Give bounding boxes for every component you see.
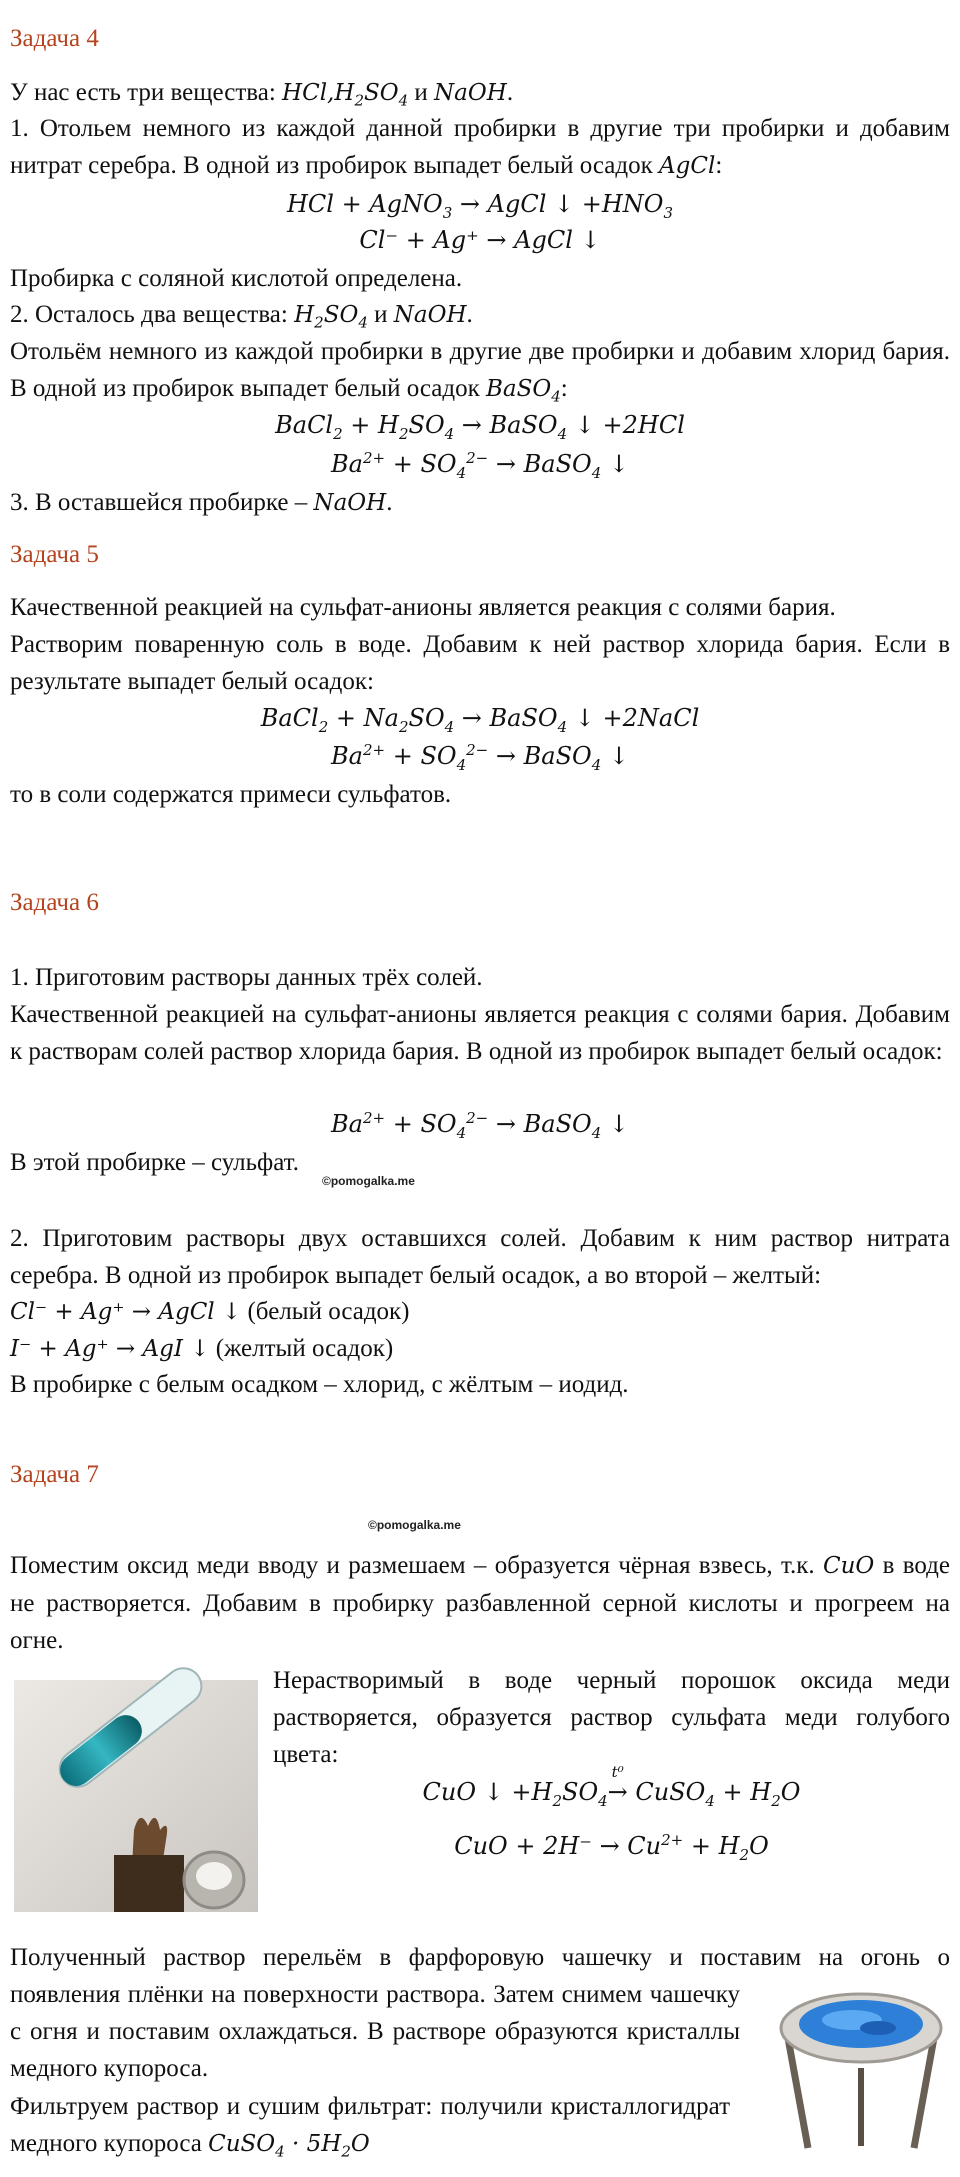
crystal-dish-icon (768, 1978, 954, 2148)
task4-title: Задача 4 (10, 25, 99, 52)
task5-equation-1: BaCl$_2$ + $Na_2SO_4$ → BaSO$_4$ ↓ +2NaCl (260, 704, 700, 736)
task7-equation-2: CuO + $2H^- \to Cu^{2+} + H_2O$ (454, 1831, 769, 1864)
task4-text-2: Пробирка с соляной кислотой определена. (10, 265, 463, 292)
task6-title: Задача 6 (10, 889, 99, 916)
task6-text-5: В пробирке с белым осадком – хлорид, с жёлтым – иодид. (10, 1371, 629, 1398)
task4-equation-2: Cl⁻ + Ag⁺ → AgCl ↓ (359, 226, 601, 254)
task4-equation-3: BaCl$_2$ + $H_2SO_4$ → BaSO$_4$ ↓ +2HCl (275, 411, 685, 443)
task5-equation-2: $Ba^{2+} + SO_4^{2-}$ → BaSO$_4$ ↓ (331, 741, 629, 774)
task7-text-4: Фильтруем раствор и сушим фильтрат: получили кристаллогидрат медного купороса CuSO$_4$ · $5H_2O$ (10, 2093, 730, 2161)
task4-step3: 3. В оставшейся пробирке – NaOH. (10, 489, 393, 516)
task6-step1: 1. Приготовим растворы данных трёх солей. (10, 964, 483, 991)
task5-text-1: Качественной реакцией на сульфат-анионы является реакция с солями бария. (10, 594, 836, 621)
task4-step1: 1. Отольем немного из каждой данной пробирки в другие три пробирки и добавим нитрат серебра. В одной из пробирок выпадет белый осадок AgCl: (10, 115, 950, 179)
test-tube-photo (14, 1680, 258, 1912)
task4-step2: 2. Осталось два вещества: $H_2SO_4$ и NaOH. (10, 301, 473, 332)
task7-text-3-top: Полученный раствор перельём в фарфоровую чашечку и поставим на огонь о появления плёнки на поверхности раствора. Затем снимем чашечку с огня и поставим охлаждаться. В растворе образуются кристаллы медного купороса. (10, 1944, 950, 2082)
task6-line-iodide: I⁻ + Ag⁺ → AgI ↓ (желтый осадок) (10, 1335, 394, 1362)
task6-text-2: Качественной реакцией на сульфат-анионы является реакция с солями бария. Добавим к растворам солей раствор хлорида бария. В одной из пробирок выпадет белый осадок: (10, 1001, 950, 1065)
task4-equation-4: $Ba^{2+} + SO_4^{2-}$ → BaSO$_4$ ↓ (331, 449, 629, 482)
watermark: ©pomogalka.me (368, 1518, 461, 1532)
task7-equation-1: CuO ↓ $+H_2SO_4$ t⁰ → CuSO$_4$ + $H_2O$ (422, 1763, 801, 1810)
task7-title: Задача 7 (10, 1461, 99, 1488)
task6-equation-1: $Ba^{2+} + SO_4^{2-}$ → BaSO$_4$ ↓ (331, 1109, 629, 1142)
test-tube-icon (14, 1680, 258, 1912)
task7-text-1: Поместим оксид меди вводу и размешаем – образуется чёрная взвесь, т.к. CuO в воде не растворяется. Добавим в пробирку разбавленной серной кислоты и прогреем на огне. (10, 1552, 950, 1654)
task4-text-4: Отольём немного из каждой пробирки в другие две пробирки и добавим хлорид бария. В одной из пробирок выпадет белый осадок BaSO$_4$: (10, 338, 950, 406)
watermark: ©pomogalka.me (322, 1174, 415, 1188)
task5-text-2: Растворим поваренную соль в воде. Добавим к ней раствор хлорида бария. Если в результате выпадет белый осадок: (10, 631, 950, 695)
task6-step2: 2. Приготовим растворы двух оставшихся солей. Добавим к ним раствор нитрата серебра. В одной из пробирок выпадет белый осадок, а во второй – желтый: (10, 1225, 950, 1289)
copper-sulfate-photo (768, 1978, 954, 2148)
task7-text-2: Нерастворимый в воде черный порошок оксида меди растворяется, образуется раствор сульфата меди голубого цвета: (273, 1667, 950, 1768)
task6-line-chloride: Cl⁻ + Ag⁺ → AgCl ↓ (белый осадок) (10, 1298, 410, 1325)
task4-intro: У нас есть три вещества: $HCl,H_2SO_4$ и NaOH. (10, 79, 514, 110)
task5-text-3: то в соли содержатся примеси сульфатов. (10, 781, 452, 808)
task5-title: Задача 5 (10, 541, 99, 568)
task6-text-3: В этой пробирке – сульфат. (10, 1149, 299, 1176)
task4-equation-1: HCl + AgNO$_3$ → AgCl ↓ $+HNO_3$ (287, 190, 673, 222)
